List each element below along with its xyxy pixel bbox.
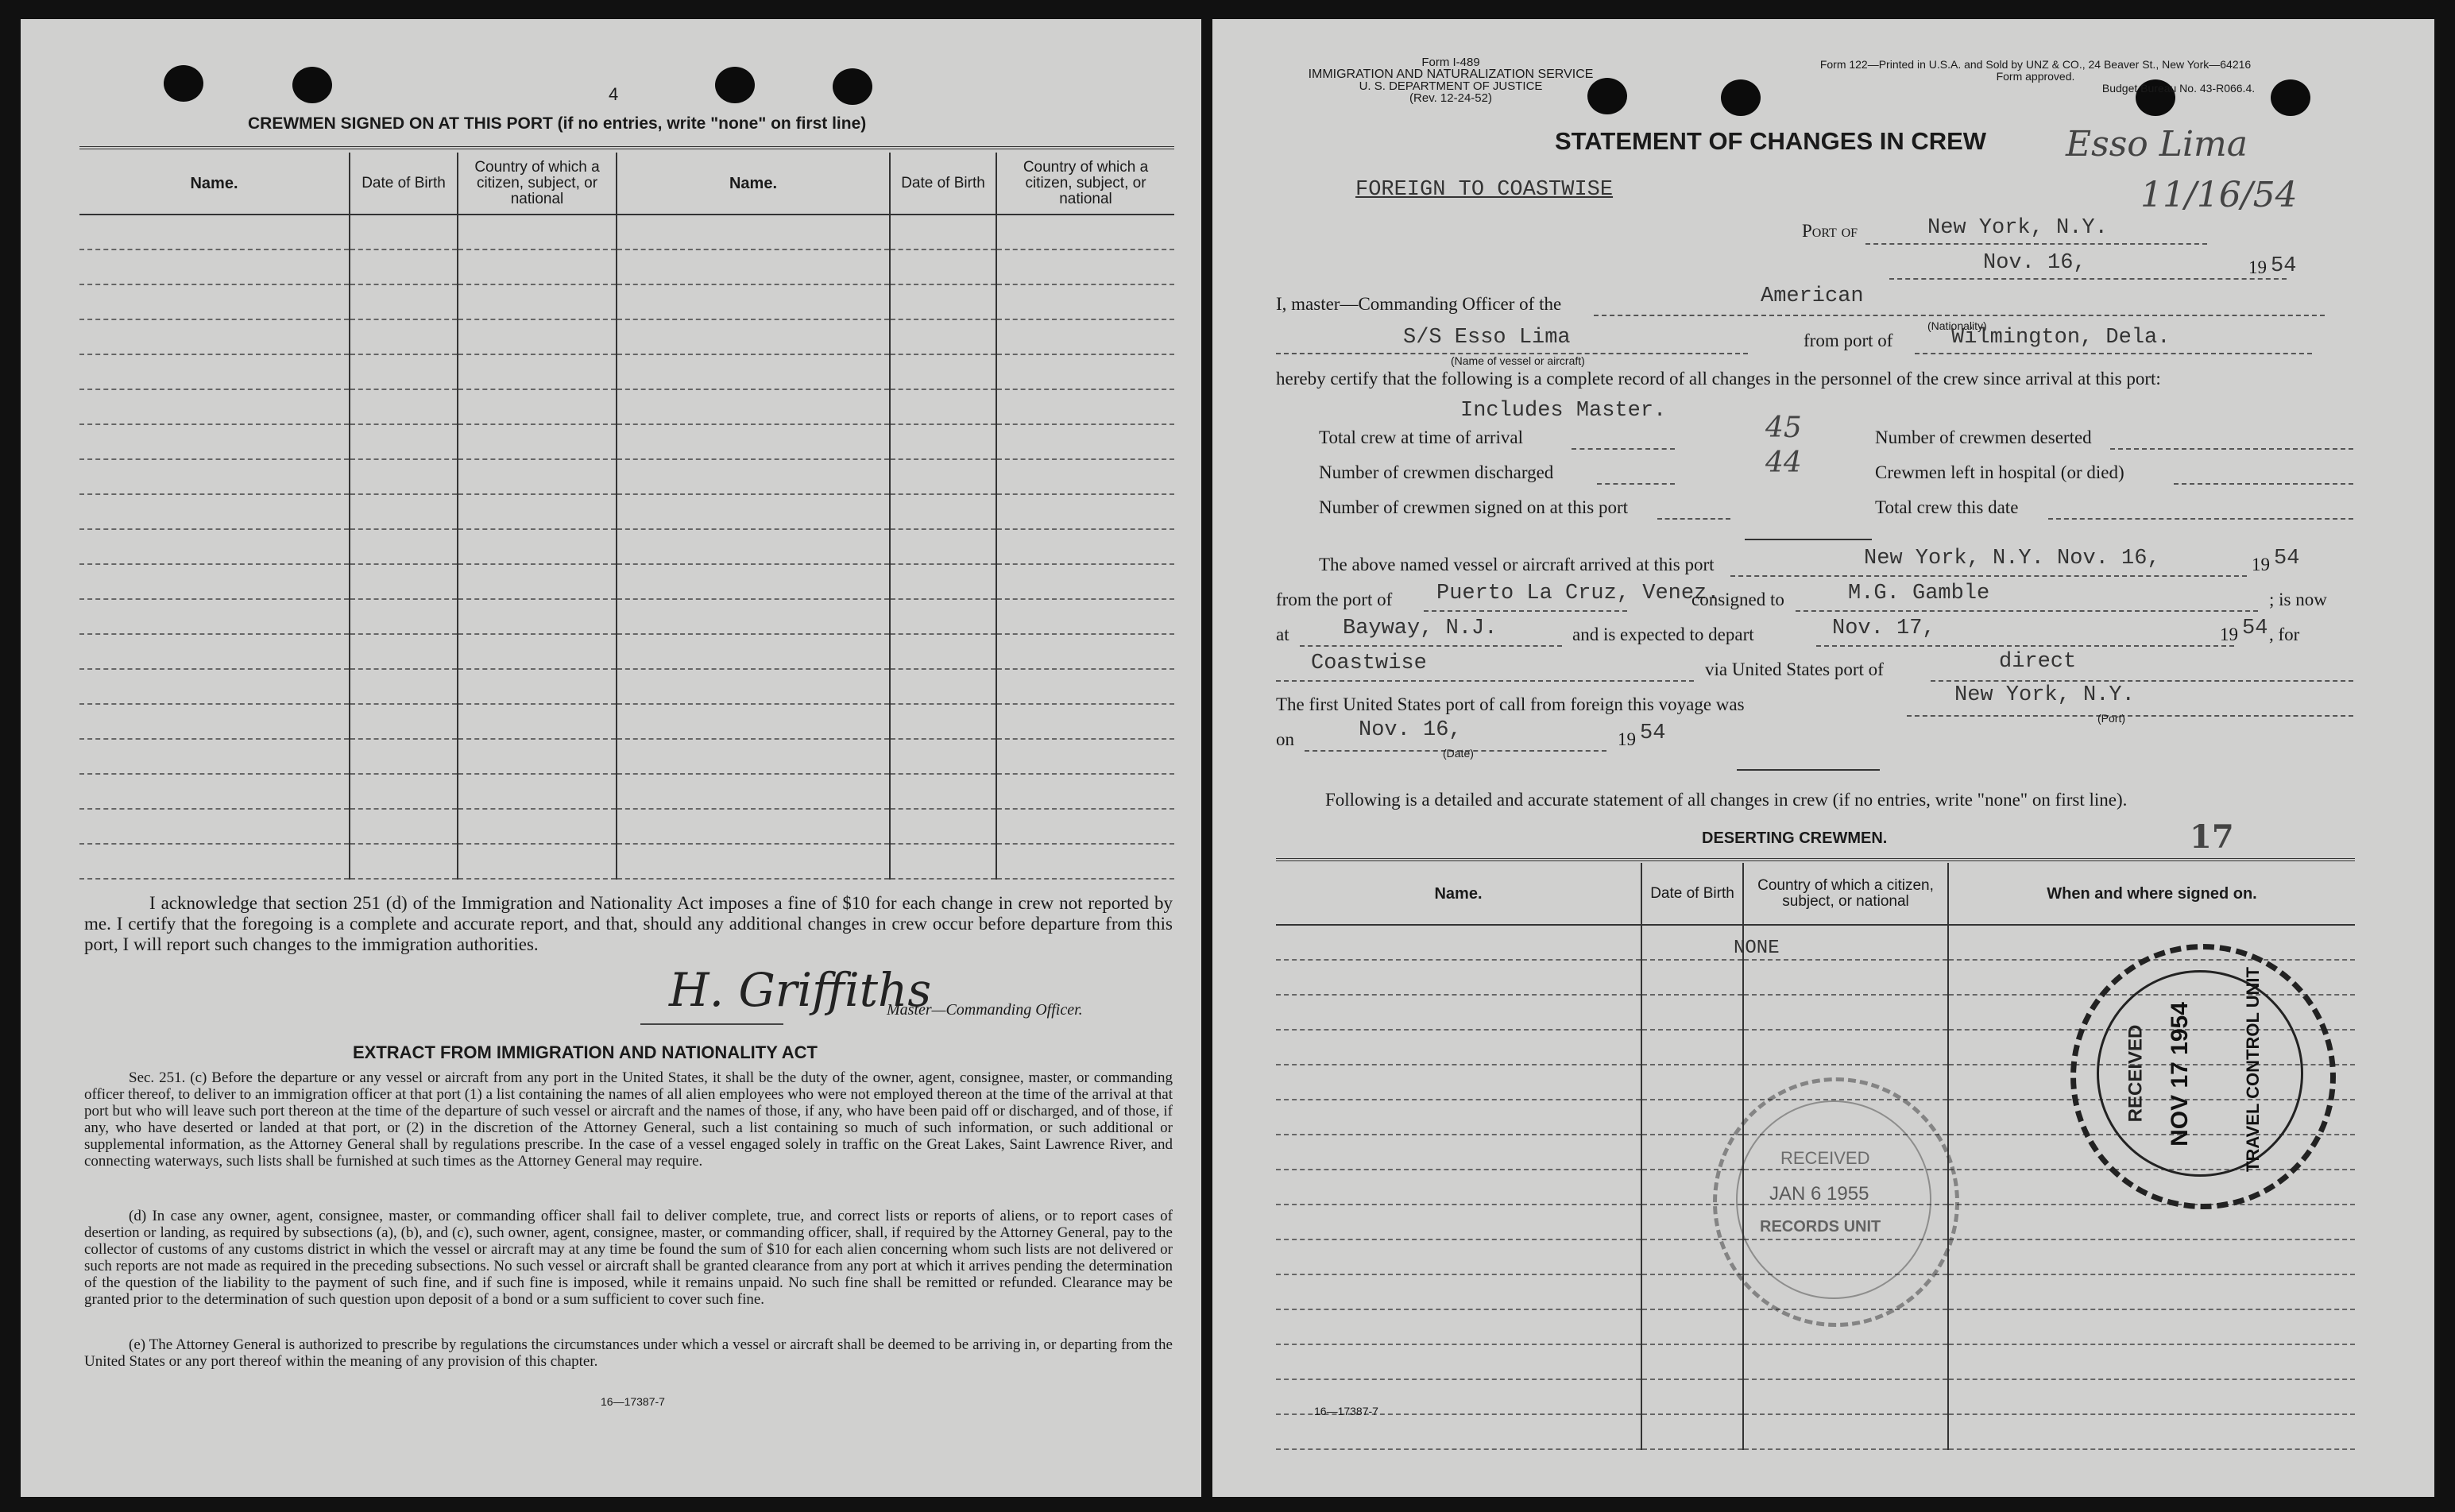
- table-cell: [996, 634, 1174, 669]
- signature-line: [640, 1023, 783, 1025]
- table-cell: [890, 284, 996, 319]
- table-top-rule: [79, 146, 1174, 149]
- on-label: on: [1276, 729, 1294, 749]
- depart-label: and is expected to depart: [1572, 625, 1754, 644]
- via-value: direct: [1999, 650, 2077, 674]
- table-cell: [617, 739, 890, 774]
- table-cell: [79, 215, 350, 249]
- table-cell: [458, 564, 617, 599]
- table-cell: [617, 529, 890, 564]
- extract-section-d: (d) In case any owner, agent, consignee, master, or commanding officer shall fail to deliver complete, true, and correct lists or reports of aliens, or to report cases of desertion or landing, as required by subsections (a), (b), and (c), such owner, agent, consignee, master, or commanding officer, shall, if required by the Attorney General, pay to the collector of customs of any customs district in which the vessel or aircraft may at any time be found the sum of $10 for each alien concerning whom such lists are not delivered or such reports are not made as required in the preceding subsections. No such vessel or aircraft shall be granted clearance from any port at which it arrives pending the determination of the question of the liability to the payment of such fine, and if such fine is imposed, while it remains unpaid. No such fine shall be remitted or refunded. Clearance may be granted prior to the determination of such question upon deposit of a bond or a sum sufficient to cover such fine.: [84, 1208, 1173, 1308]
- table-cell: [1276, 1170, 1641, 1205]
- total-date-line: [2048, 518, 2353, 520]
- table-cell: [996, 844, 1174, 879]
- table-row: [79, 215, 1174, 249]
- via-line: [1931, 680, 2353, 682]
- table-cell: [350, 704, 458, 739]
- table-cell: [996, 599, 1174, 634]
- table-row: [79, 739, 1174, 774]
- table-cell: [79, 459, 350, 494]
- table-cell: [996, 739, 1174, 774]
- table-cell: [1948, 1309, 2355, 1344]
- table-cell: [1641, 1065, 1743, 1100]
- table-cell: [350, 599, 458, 634]
- table-cell: [996, 459, 1174, 494]
- arrived-label: The above named vessel or aircraft arrived at this port: [1319, 555, 1715, 574]
- table-row: [79, 494, 1174, 529]
- table-cell: [890, 459, 996, 494]
- table-cell: [1641, 1344, 1743, 1379]
- table-cell: [458, 319, 617, 354]
- from-port-label: from port of: [1804, 331, 1893, 350]
- table-cell: [1641, 960, 1743, 995]
- table-cell: [79, 739, 350, 774]
- table-row: [79, 319, 1174, 354]
- consignee-value: M.G. Gamble: [1848, 582, 1990, 605]
- table-cell: [1948, 1205, 2355, 1239]
- table-cell: [350, 564, 458, 599]
- table-cell: [79, 809, 350, 844]
- table-cell: [890, 739, 996, 774]
- arrived-year: 54: [2274, 547, 2300, 570]
- table-cell: [1641, 1379, 1743, 1414]
- table-cell: [996, 809, 1174, 844]
- table-cell: [79, 389, 350, 424]
- first-port-label: The first United States port of call from foreign this voyage was: [1276, 694, 1745, 714]
- table-cell: [79, 704, 350, 739]
- table-cell: [890, 634, 996, 669]
- statement-title: STATEMENT OF CHANGES IN CREW: [1555, 127, 1987, 155]
- stamp-received-label: RECEIVED: [1780, 1148, 1870, 1168]
- table-cell: [458, 354, 617, 389]
- table-cell: [890, 564, 996, 599]
- column-header: Name.: [1276, 863, 1641, 925]
- first-port-line: [1907, 715, 2353, 717]
- year-value: 54: [2271, 254, 2297, 278]
- table-cell: [996, 284, 1174, 319]
- table-cell: [350, 284, 458, 319]
- table-cell: [1948, 1239, 2355, 1274]
- port-label: Port of: [1802, 221, 1858, 241]
- table-cell: [1743, 1414, 1948, 1449]
- table-cell: [1276, 1414, 1641, 1449]
- table-cell: [890, 809, 996, 844]
- table-cell: [1948, 1379, 2355, 1414]
- table-cell: [1948, 1414, 2355, 1449]
- table-cell: [996, 529, 1174, 564]
- department-name: U. S. DEPARTMENT OF JUSTICE: [1359, 79, 1543, 93]
- table-cell: [1276, 1100, 1641, 1135]
- arrived-year-prefix: 19: [2252, 555, 2270, 574]
- table-cell: [79, 669, 350, 704]
- table-cell: [458, 284, 617, 319]
- table-cell: [617, 459, 890, 494]
- master-label: I, master—Commanding Officer of the: [1276, 294, 1562, 314]
- origin-value: Puerto La Cruz, Venez.: [1436, 582, 1720, 605]
- table-cell: [79, 354, 350, 389]
- form-code: 16—17387-7: [601, 1395, 665, 1408]
- right-page: [1212, 19, 2434, 1497]
- table-row: [79, 774, 1174, 809]
- column-header: Country of which a citizen, subject, or national: [1743, 863, 1948, 925]
- table-row: [79, 424, 1174, 459]
- table-cell: [1743, 1379, 1948, 1414]
- date-value: Nov. 16,: [1983, 251, 2086, 275]
- table-cell: [458, 424, 617, 459]
- for-label: , for: [2269, 625, 2300, 644]
- table-cell: [1948, 1344, 2355, 1379]
- following-text: Following is a detailed and accurate statement of all changes in crew (if no entries, write "none" on first line).: [1325, 790, 2128, 810]
- table-cell: [996, 669, 1174, 704]
- date-caption: (Date): [1443, 747, 1474, 760]
- total-arrival-label: Total crew at time of arrival: [1319, 427, 1524, 447]
- table-cell: [1276, 1065, 1641, 1100]
- table-cell: [79, 284, 350, 319]
- includes-master: Includes Master.: [1460, 399, 1667, 423]
- table-cell: [890, 215, 996, 249]
- stamp-received-label: RECEIVED: [2124, 1024, 2147, 1123]
- form-revision: (Rev. 12-24-52): [1409, 91, 1492, 105]
- table-cell: [617, 634, 890, 669]
- page-mark: 17: [2190, 818, 2234, 856]
- table-cell: [79, 844, 350, 879]
- depart-value: Nov. 17,: [1832, 617, 1935, 640]
- table-top-rule: [1276, 858, 2355, 861]
- table-cell: [458, 739, 617, 774]
- table-cell: [890, 424, 996, 459]
- table-cell: [617, 424, 890, 459]
- table-cell: [350, 739, 458, 774]
- table-cell: [1743, 1030, 1948, 1065]
- section-rule: [1737, 769, 1880, 771]
- extract-section-c: Sec. 251. (c) Before the departure or any vessel or aircraft from any port in the United States, it shall be the duty of the owner, agent, consignee, master, or commanding officer thereof, to deliver to an immigration officer at that port (1) a list containing the names of all alien employees who were not employed thereon at the time of the arrival at that port but who will leave such port thereon at the time of the departure of such vessel or aircraft and the names of those, if any, who have been paid off or discharged, and of those, if any, who have deserted or landed at that port, or (2) in the discretion of the Attorney General, such a list containing so much of such information, or such additional or supplemental information, as the Attorney General shall by regulations prescribe. In the case of a vessel engaged solely in traffic on the Great Lakes, Saint Lawrence River, and connecting waterways, such lists shall be furnished at such times as the Attorney General may require.: [84, 1069, 1173, 1170]
- table-cell: [458, 774, 617, 809]
- table-cell: [1276, 1274, 1641, 1309]
- table-row: [79, 529, 1174, 564]
- deserting-title: DESERTING CREWMEN.: [1702, 829, 1888, 847]
- table-cell: [458, 529, 617, 564]
- hospital-label: Crewmen left in hospital (or died): [1875, 462, 2124, 482]
- table-cell: [996, 704, 1174, 739]
- port-line: [1865, 243, 2207, 245]
- from-port-line: [1915, 353, 2312, 354]
- table-cell: [350, 774, 458, 809]
- consigned-label: consigned to: [1691, 590, 1784, 609]
- table-row: [79, 634, 1174, 669]
- table-cell: [1641, 1309, 1743, 1344]
- extract-title: EXTRACT FROM IMMIGRATION AND NATIONALITY ACT: [353, 1042, 818, 1062]
- discharged-value: 44: [1765, 447, 1802, 479]
- table-cell: [617, 494, 890, 529]
- records-unit-stamp: [1713, 1077, 1959, 1327]
- date-line: [1889, 278, 2287, 280]
- table-cell: [458, 669, 617, 704]
- vessel-caption: (Name of vessel or aircraft): [1451, 354, 1585, 367]
- table-cell: [996, 424, 1174, 459]
- on-year: 54: [1640, 721, 1666, 745]
- table-cell: [996, 564, 1174, 599]
- table-cell: [1276, 1309, 1641, 1344]
- table-cell: [458, 389, 617, 424]
- table-row: [79, 249, 1174, 284]
- vessel-value: S/S Esso Lima: [1403, 326, 1571, 350]
- table-cell: [350, 215, 458, 249]
- table-cell: [1276, 1344, 1641, 1379]
- table-cell: [890, 669, 996, 704]
- table-cell: [996, 774, 1174, 809]
- table-row: [79, 599, 1174, 634]
- column-header: Name.: [617, 153, 890, 215]
- stamp-date: NOV 17 1954: [2166, 1002, 2193, 1147]
- table-cell: [350, 634, 458, 669]
- table-cell: [890, 249, 996, 284]
- table-cell: [1641, 1274, 1743, 1309]
- location-line: [1300, 645, 1562, 647]
- punch-hole: [292, 67, 332, 103]
- table-row: [79, 459, 1174, 494]
- section-rule: [1745, 539, 1872, 540]
- table-cell: [617, 704, 890, 739]
- depart-year-prefix: 19: [2220, 625, 2238, 644]
- table-cell: [458, 459, 617, 494]
- discharged-label: Number of crewmen discharged: [1319, 462, 1554, 482]
- table-cell: [617, 389, 890, 424]
- table-row: [79, 354, 1174, 389]
- table-cell: [1276, 1239, 1641, 1274]
- column-header: Country of which a citizen, subject, or national: [458, 153, 617, 215]
- table-cell: [996, 319, 1174, 354]
- hospital-line: [2174, 483, 2353, 485]
- total-arrival-line: [1572, 448, 1675, 450]
- column-header: Country of which a citizen, subject, or national: [996, 153, 1174, 215]
- table-cell: [1276, 1030, 1641, 1065]
- origin-line: [1424, 610, 1627, 612]
- column-header: Date of Birth: [890, 153, 996, 215]
- table-row: [79, 844, 1174, 879]
- port-caption: (Port): [2097, 712, 2125, 725]
- discharged-line: [1597, 483, 1675, 485]
- travel-control-stamp: [2070, 944, 2336, 1209]
- table-cell: [1948, 1274, 2355, 1309]
- handwritten-vessel: Esso Lima: [2066, 124, 2248, 164]
- table-cell: [890, 389, 996, 424]
- table-cell: [79, 564, 350, 599]
- table-cell: [1276, 995, 1641, 1030]
- on-value: Nov. 16,: [1359, 718, 1462, 742]
- destination-value: Coastwise: [1311, 652, 1427, 675]
- at-label: at: [1276, 625, 1289, 644]
- table-cell: [890, 319, 996, 354]
- table-cell: [1276, 1205, 1641, 1239]
- table-cell: [617, 215, 890, 249]
- table-cell: [458, 215, 617, 249]
- table-cell: [890, 599, 996, 634]
- master-signature: H. Griffiths: [669, 963, 932, 1017]
- table-cell: [458, 704, 617, 739]
- table-cell: [458, 844, 617, 879]
- table-row: [1276, 1414, 2355, 1449]
- table-cell: [79, 424, 350, 459]
- table-row: [1276, 1379, 2355, 1414]
- table-cell: [890, 354, 996, 389]
- table-cell: [350, 354, 458, 389]
- table-cell: [79, 774, 350, 809]
- table-cell: [350, 319, 458, 354]
- form-number: Form I-489: [1421, 56, 1480, 69]
- column-header: Date of Birth: [1641, 863, 1743, 925]
- stamp-unit: TRAVEL CONTROL UNIT: [2242, 967, 2263, 1172]
- table-cell: [996, 354, 1174, 389]
- table-cell: [1743, 995, 1948, 1030]
- left-page: [21, 19, 1201, 1497]
- table-cell: [1641, 1100, 1743, 1135]
- stamp-date: JAN 6 1955: [1769, 1183, 1869, 1205]
- via-label: via United States port of: [1705, 659, 1884, 679]
- is-now-label: ; is now: [2269, 590, 2327, 609]
- signed-on-line: [1657, 518, 1730, 520]
- column-header: Name.: [79, 153, 350, 215]
- nationality-value: American: [1761, 284, 1864, 308]
- table-cell: [1641, 1030, 1743, 1065]
- table-cell: [79, 249, 350, 284]
- table-cell: [350, 459, 458, 494]
- voyage-type: FOREIGN TO COASTWISE: [1355, 178, 1614, 202]
- table-cell: [617, 669, 890, 704]
- punch-hole: [715, 67, 755, 103]
- table-cell: [79, 319, 350, 354]
- table-cell: [890, 529, 996, 564]
- table-cell: [996, 249, 1174, 284]
- first-port-value: New York, N.Y.: [1954, 683, 2135, 707]
- table-cell: [79, 494, 350, 529]
- printer-info: [1749, 59, 2322, 95]
- table-cell: [890, 704, 996, 739]
- total-date-label: Total crew this date: [1875, 497, 2019, 517]
- table-cell: [79, 529, 350, 564]
- table-cell: [617, 354, 890, 389]
- signature-caption: Master—Commanding Officer.: [887, 1001, 1083, 1019]
- table-cell: [890, 494, 996, 529]
- approval-line: Form approved.: [1996, 70, 2075, 83]
- location-value: Bayway, N.J.: [1343, 617, 1498, 640]
- none-entry: NONE: [1734, 938, 1780, 959]
- depart-year: 54: [2242, 617, 2268, 640]
- table-cell: [617, 599, 890, 634]
- nationality-line: [1594, 315, 2325, 316]
- handwritten-date: 11/16/54: [2140, 175, 2298, 215]
- deserted-line: [2110, 448, 2353, 450]
- nationality-caption: (Nationality): [1927, 319, 1987, 332]
- table-cell: [996, 389, 1174, 424]
- certify-text: hereby certify that the following is a complete record of all changes in the personnel of the crew since arrival at this port:: [1276, 369, 2161, 389]
- table-cell: [617, 844, 890, 879]
- printer-line: Form 122—Printed in U.S.A. and Sold by UNZ & CO., 24 Beaver St., New York—64216: [1819, 58, 2252, 71]
- from-port-of-label: from the port of: [1276, 590, 1393, 609]
- table-row: [79, 564, 1174, 599]
- table-cell: [1743, 1344, 1948, 1379]
- table-cell: [617, 564, 890, 599]
- column-header: When and where signed on.: [1948, 863, 2355, 925]
- consignee-line: [1796, 610, 2258, 612]
- table-cell: [1641, 995, 1743, 1030]
- table-row: [79, 389, 1174, 424]
- table-cell: [350, 844, 458, 879]
- table-row: [1276, 1344, 2355, 1379]
- table-cell: [350, 389, 458, 424]
- from-port-value: Wilmington, Dela.: [1951, 326, 2171, 350]
- punch-hole: [833, 68, 872, 105]
- table-cell: [1276, 925, 1641, 960]
- column-header: Date of Birth: [350, 153, 458, 215]
- table-cell: [1641, 1414, 1743, 1449]
- table-cell: [79, 634, 350, 669]
- table-row: [79, 669, 1174, 704]
- table-row: [79, 284, 1174, 319]
- port-value: New York, N.Y.: [1927, 216, 2108, 240]
- arrived-value: New York, N.Y. Nov. 16,: [1864, 547, 2160, 570]
- destination-line: [1276, 680, 1694, 682]
- table-cell: [458, 249, 617, 284]
- table-cell: [617, 809, 890, 844]
- punch-hole: [164, 65, 203, 102]
- table-cell: [617, 284, 890, 319]
- stamp-unit: RECORDS UNIT: [1760, 1218, 1881, 1236]
- form-code: 16—17387-7: [1314, 1405, 1378, 1417]
- table-cell: [1276, 1135, 1641, 1170]
- signed-on-label: Number of crewmen signed on at this port: [1319, 497, 1628, 517]
- table-cell: [79, 599, 350, 634]
- table-cell: [996, 494, 1174, 529]
- table-cell: [458, 634, 617, 669]
- depart-line: [1816, 645, 2234, 647]
- acknowledgment-text: I acknowledge that section 251 (d) of the Immigration and Nationality Act imposes a fine of $10 for each change in crew not reported by me. I certify that the foregoing is a complete and accurate report, and that, should any additional changes in crew occur before departure from this port, I will report such changes to the immigration authorities.: [84, 893, 1173, 954]
- table-cell: [996, 215, 1174, 249]
- table-cell: [617, 319, 890, 354]
- table-cell: [1743, 960, 1948, 995]
- table-row: [79, 809, 1174, 844]
- table-cell: [350, 494, 458, 529]
- on-year-prefix: 19: [1618, 729, 1636, 749]
- table-cell: [350, 809, 458, 844]
- table-cell: [458, 494, 617, 529]
- arrived-line: [1730, 575, 2247, 577]
- agency-name: IMMIGRATION AND NATURALIZATION SERVICE: [1308, 68, 1594, 81]
- table-cell: [458, 809, 617, 844]
- page-number: 4: [609, 84, 619, 104]
- deserted-label: Number of crewmen deserted: [1875, 427, 2092, 447]
- table-row: [79, 704, 1174, 739]
- year-prefix: 19: [2248, 257, 2267, 277]
- total-arrival-value: 45: [1765, 412, 1802, 444]
- table-cell: [1276, 960, 1641, 995]
- table-cell: [350, 424, 458, 459]
- table-cell: [350, 529, 458, 564]
- table-cell: [617, 249, 890, 284]
- signed-on-title: CREWMEN SIGNED ON AT THIS PORT (if no entries, write "none" on first line): [248, 114, 867, 133]
- budget-line: Budget Bureau No. 43-R066.4.: [2101, 82, 2256, 95]
- table-cell: [1641, 925, 1743, 960]
- table-cell: [890, 844, 996, 879]
- table-cell: [350, 249, 458, 284]
- table-cell: [890, 774, 996, 809]
- extract-section-e: (e) The Attorney General is authorized to prescribe by regulations the circumstances under which a vessel or aircraft shall be deemed to be arriving in, or departing from the United States or any port thereof within the meaning of any provision of this chapter.: [84, 1336, 1173, 1370]
- table-cell: [458, 599, 617, 634]
- table-cell: [350, 669, 458, 704]
- form-header: [1212, 56, 1689, 104]
- signed-on-table: [79, 153, 1174, 880]
- table-cell: [617, 774, 890, 809]
